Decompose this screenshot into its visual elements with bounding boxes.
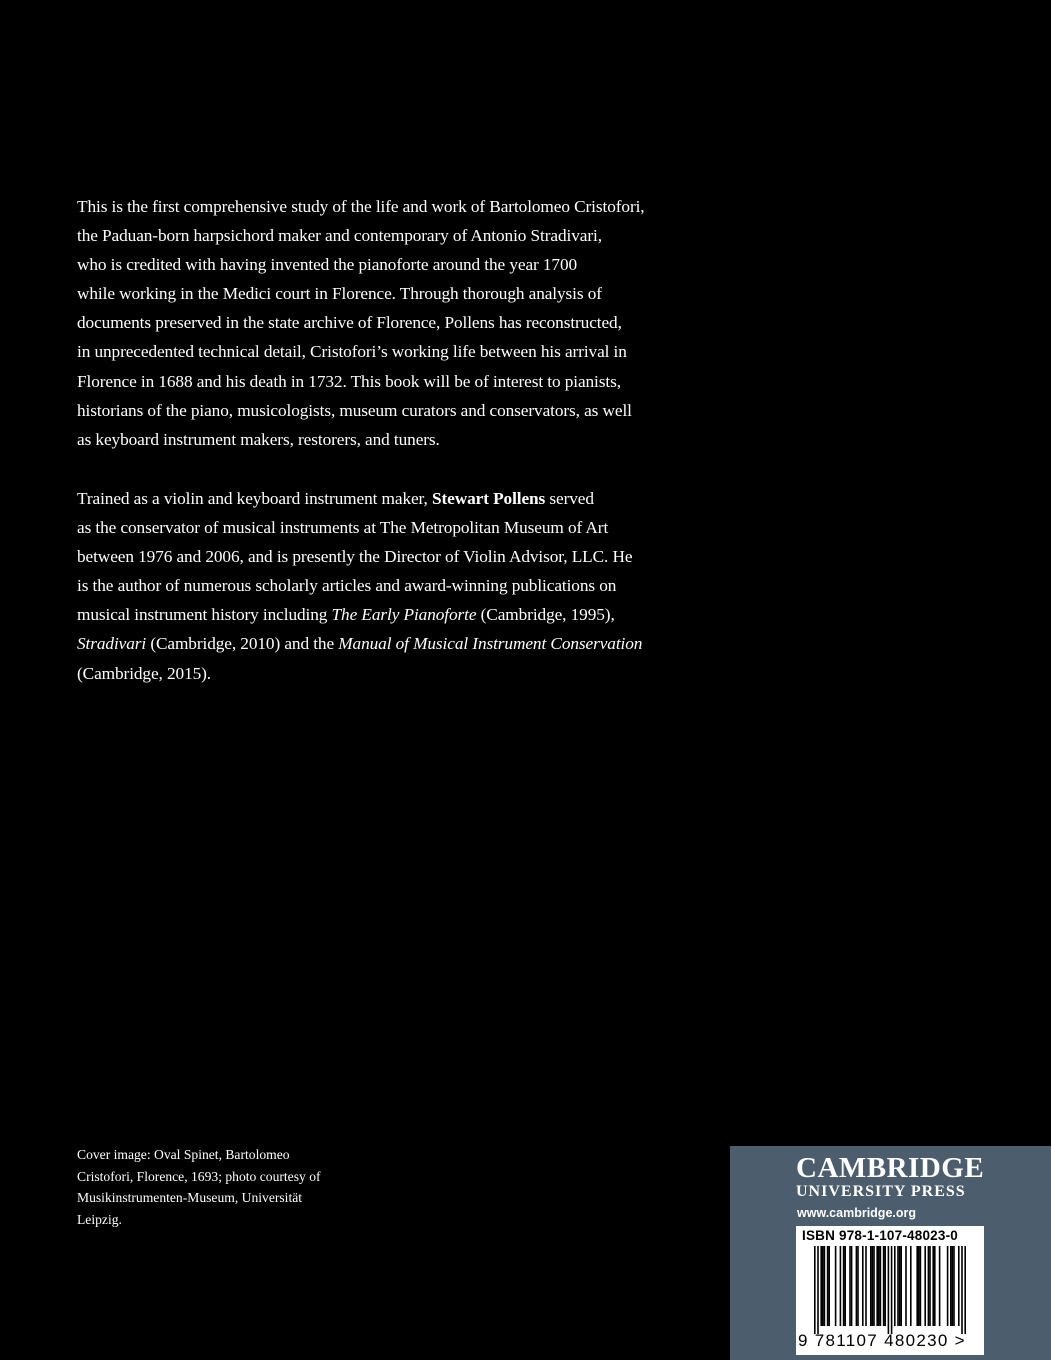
bio-line [77,484,717,513]
description-line: documents preserved in the state archive of Florence, Pollens has reconstructed, [77,313,622,333]
barcode-bar [824,1246,826,1326]
bio-line: is the author of numerous scholarly articles and award-winning publications on [77,576,617,596]
barcode-bar [910,1246,912,1326]
book-title: Stradivari [77,634,147,654]
cover-image-credit [77,1144,377,1230]
barcode-bar [844,1246,846,1326]
barcode-bar [897,1246,899,1326]
credit-line: Cover image: Oval Spinet, Bartolomeo [77,1147,290,1162]
description-line: historians of the piano, musicologists, museum curators and conservators, as well [77,400,632,420]
bio-text: Trained as a violin and keyboard instrument maker, [77,489,432,508]
publisher-panel [730,1146,1051,1360]
barcode-bar [870,1246,872,1326]
barcode-bar [817,1246,819,1334]
barcode-bar [905,1246,907,1326]
barcode-bar [952,1246,954,1326]
description-line: as keyboard instrument makers, restorers, and tuners. [77,429,440,449]
barcode-bar [884,1246,886,1326]
barcode-digits: 9 781107 480230 > [798,1331,966,1350]
barcode-bars [800,1246,980,1334]
barcode-bar [924,1246,926,1326]
bio-line: as the conservator of musical instruments at The Metropolitan Museum of Art [77,518,609,538]
publisher-logo-press: UNIVERSITY PRESS [796,1183,966,1200]
bio-line [77,629,717,658]
barcode-bar [851,1246,853,1326]
barcode-bar [899,1246,901,1326]
barcode-bar [878,1246,880,1326]
publisher-logo-name: CAMBRIDGE [796,1152,985,1184]
barcode-bar [835,1246,837,1326]
bio-line: (Cambridge, 2015). [77,663,212,683]
barcode-bar [865,1246,867,1326]
barcode-bar [918,1246,920,1326]
barcode-bar [857,1246,859,1326]
barcode-bar [947,1246,949,1326]
barcode-bar [873,1246,875,1326]
barcode-bar [929,1246,931,1326]
barcode-bar [900,1246,902,1326]
description-line: while working in the Medici court in Florence. Through thorough analysis of [77,284,602,304]
barcode-bar [827,1246,829,1326]
book-title: The Early Pianoforte [331,605,477,625]
barcode-bar [961,1246,963,1334]
barcode-bar [964,1246,966,1334]
barcode-bar [843,1246,845,1326]
description-line: Florence in 1688 and his death in 1732. This book will be of interest to pianists, [77,371,621,391]
author-name: Stewart Pollens [431,489,546,508]
bio-text: (Cambridge, 2010) and the [146,634,339,654]
book-title: Manual of Musical Instrument Conservation [338,634,643,654]
publisher-url: www.cambridge.org [797,1206,917,1220]
isbn-label: ISBN 978-1-107-48023-0 [802,1228,958,1243]
bio-line [77,600,717,629]
description-line: This is the first comprehensive study of the life and work of Bartolomeo Cristofori, [77,197,645,216]
barcode-bar [840,1246,842,1326]
barcode [796,1226,984,1355]
barcode-bar [891,1246,893,1334]
barcode-bar [934,1246,936,1326]
barcode-bar [932,1246,934,1326]
credit-line: Cristofori, Florence, 1693; photo courtesy of [77,1168,321,1184]
barcode-bar [856,1246,858,1326]
barcode-bar [822,1246,824,1326]
description-line: the Paduan-born harpsichord maker and contemporary of Antonio Stradivari, [77,226,602,246]
book-description [77,192,717,454]
barcode-bar [876,1246,878,1326]
barcode-bar [820,1246,822,1326]
barcode-bar [920,1246,922,1326]
barcode-bar [849,1246,851,1326]
barcode-bar [950,1246,952,1326]
bio-text: served [545,489,594,508]
credit-line: Musikinstrumenten-Museum, Universität [77,1190,303,1206]
bio-line: between 1976 and 2006, and is presently the Director of Violin Advisor, LLC. He [77,547,633,567]
barcode-bar [888,1246,890,1334]
barcode-bar [814,1246,816,1334]
credit-line: Leipzig. [77,1211,122,1227]
barcode-bar [953,1246,955,1326]
author-bio [77,484,717,688]
bio-text: (Cambridge, 1995), [476,605,615,625]
barcode-bar [883,1246,885,1326]
description-line: who is credited with having invented the pianoforte around the year 1700 [77,255,578,275]
barcode-bar [958,1246,960,1326]
barcode-bar [939,1246,941,1326]
barcode-bar [916,1246,918,1326]
barcode-bar [880,1246,882,1326]
description-line: in unprecedented technical detail, Cristofori’s working life between his arrival in [77,342,627,362]
barcode-bar [862,1246,864,1326]
barcode-bar [894,1246,896,1326]
barcode-bar [872,1246,874,1326]
barcode-bar [828,1246,830,1326]
barcode-bar [928,1246,930,1326]
bio-text: musical instrument history including [77,605,332,625]
